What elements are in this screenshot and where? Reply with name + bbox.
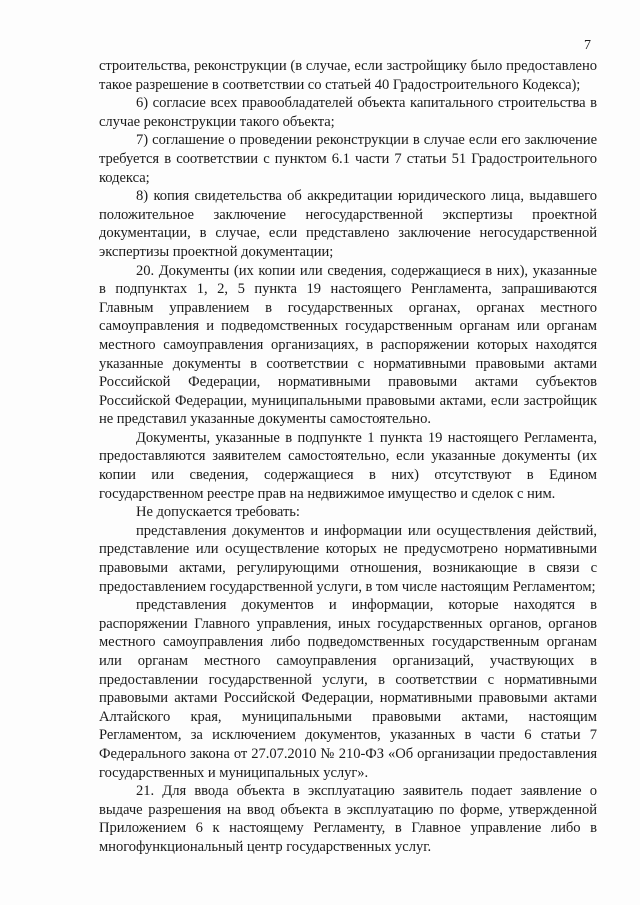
paragraph-continuation: строительства, реконструкции (в случае, если застройщику было предоставлено такое разрешение в соответствии со статьей 40 Градостроительного Кодекса); (99, 58, 597, 93)
paragraph-not-allowed-item-2: представления документов и информации, которые находятся в распоряжении Главного управления, иных государственных органов, органов местного самоуправления либо подведомственных государственным органам или органам местного самоуправления организаций, участвующих в предоставлении государственной услуги, в соответствии с нормативными правовыми актами Российской Федерации, нормативными правовыми актами Алтайского края, муниципальными правовыми актами, настоящим Регламентом, за исключением документов, указанных в части 6 статьи 7 Федерального закона от 27.07.2010 № 210-ФЗ «Об организации предоставления государственных и муниципальных услуг». (99, 597, 597, 781)
paragraph-documents-self-provided: Документы, указанные в подпункте 1 пункта 19 настоящего Регламента, предоставляются заявителем самостоятельно, если указанные документы (их копии или сведения, содержащиеся в них) отсутствуют в Едином государственном реестре прав на недвижимое имущество и сделок с ним. (99, 429, 597, 502)
page-number: 7 (584, 38, 591, 53)
paragraph-not-allowed-heading: Не допускается требовать: (136, 504, 300, 521)
paragraph-clause-21: 21. Для ввода объекта в эксплуатацию заявитель подает заявление о выдаче разрешения на ввод объекта в эксплуатацию по форме, утвержденной Приложением 6 к настоящему Регламенту, в Главное управление либо в многофункциональный центр государственных услуг. (99, 783, 597, 855)
paragraph-not-allowed-item-1: представления документов и информации или осуществления действий, представление или осуществление которых не предусмотрено нормативными правовыми актами, регулирующими отношения, возникающие в связи с предоставлением государственной услуги, в том числе настоящим Регламентом; (99, 522, 597, 595)
document-body (99, 57, 597, 857)
paragraph-clause-20: 20. Документы (их копии или сведения, содержащиеся в них), указанные в подпунктах 1, 2, 5 пункта 19 настоящего Ренгламента, запрашиваются Главным управлением в государственных органах, органах местного самоуправления и подведомственных государственным органам или органам местного самоуправления организациях, в распоряжении которых находятся указанные документы в соответствии с нормативными правовыми актами Российской Федерации, нормативными правовыми актами субъектов Российской Федерации, муниципальными правовыми актами, если застройщик не представил указанные документы самостоятельно. (99, 262, 597, 428)
paragraph-item-8: 8) копия свидетельства об аккредитации юридического лица, выдавшего положительное заключение негосударственной экспертизы проектной документации, в случае, если представлено заключение негосударственной экспертизы проектной документации; (99, 188, 597, 260)
paragraph-item-6: 6) согласие всех правообладателей объекта капитального строительства в случае реконструкции такого объекта; (99, 95, 597, 130)
paragraph-item-7: 7) соглашение о проведении реконструкции в случае если его заключение требуется в соответствии с пунктом 6.1 части 7 статьи 51 Градостроительного кодекса; (99, 132, 597, 186)
